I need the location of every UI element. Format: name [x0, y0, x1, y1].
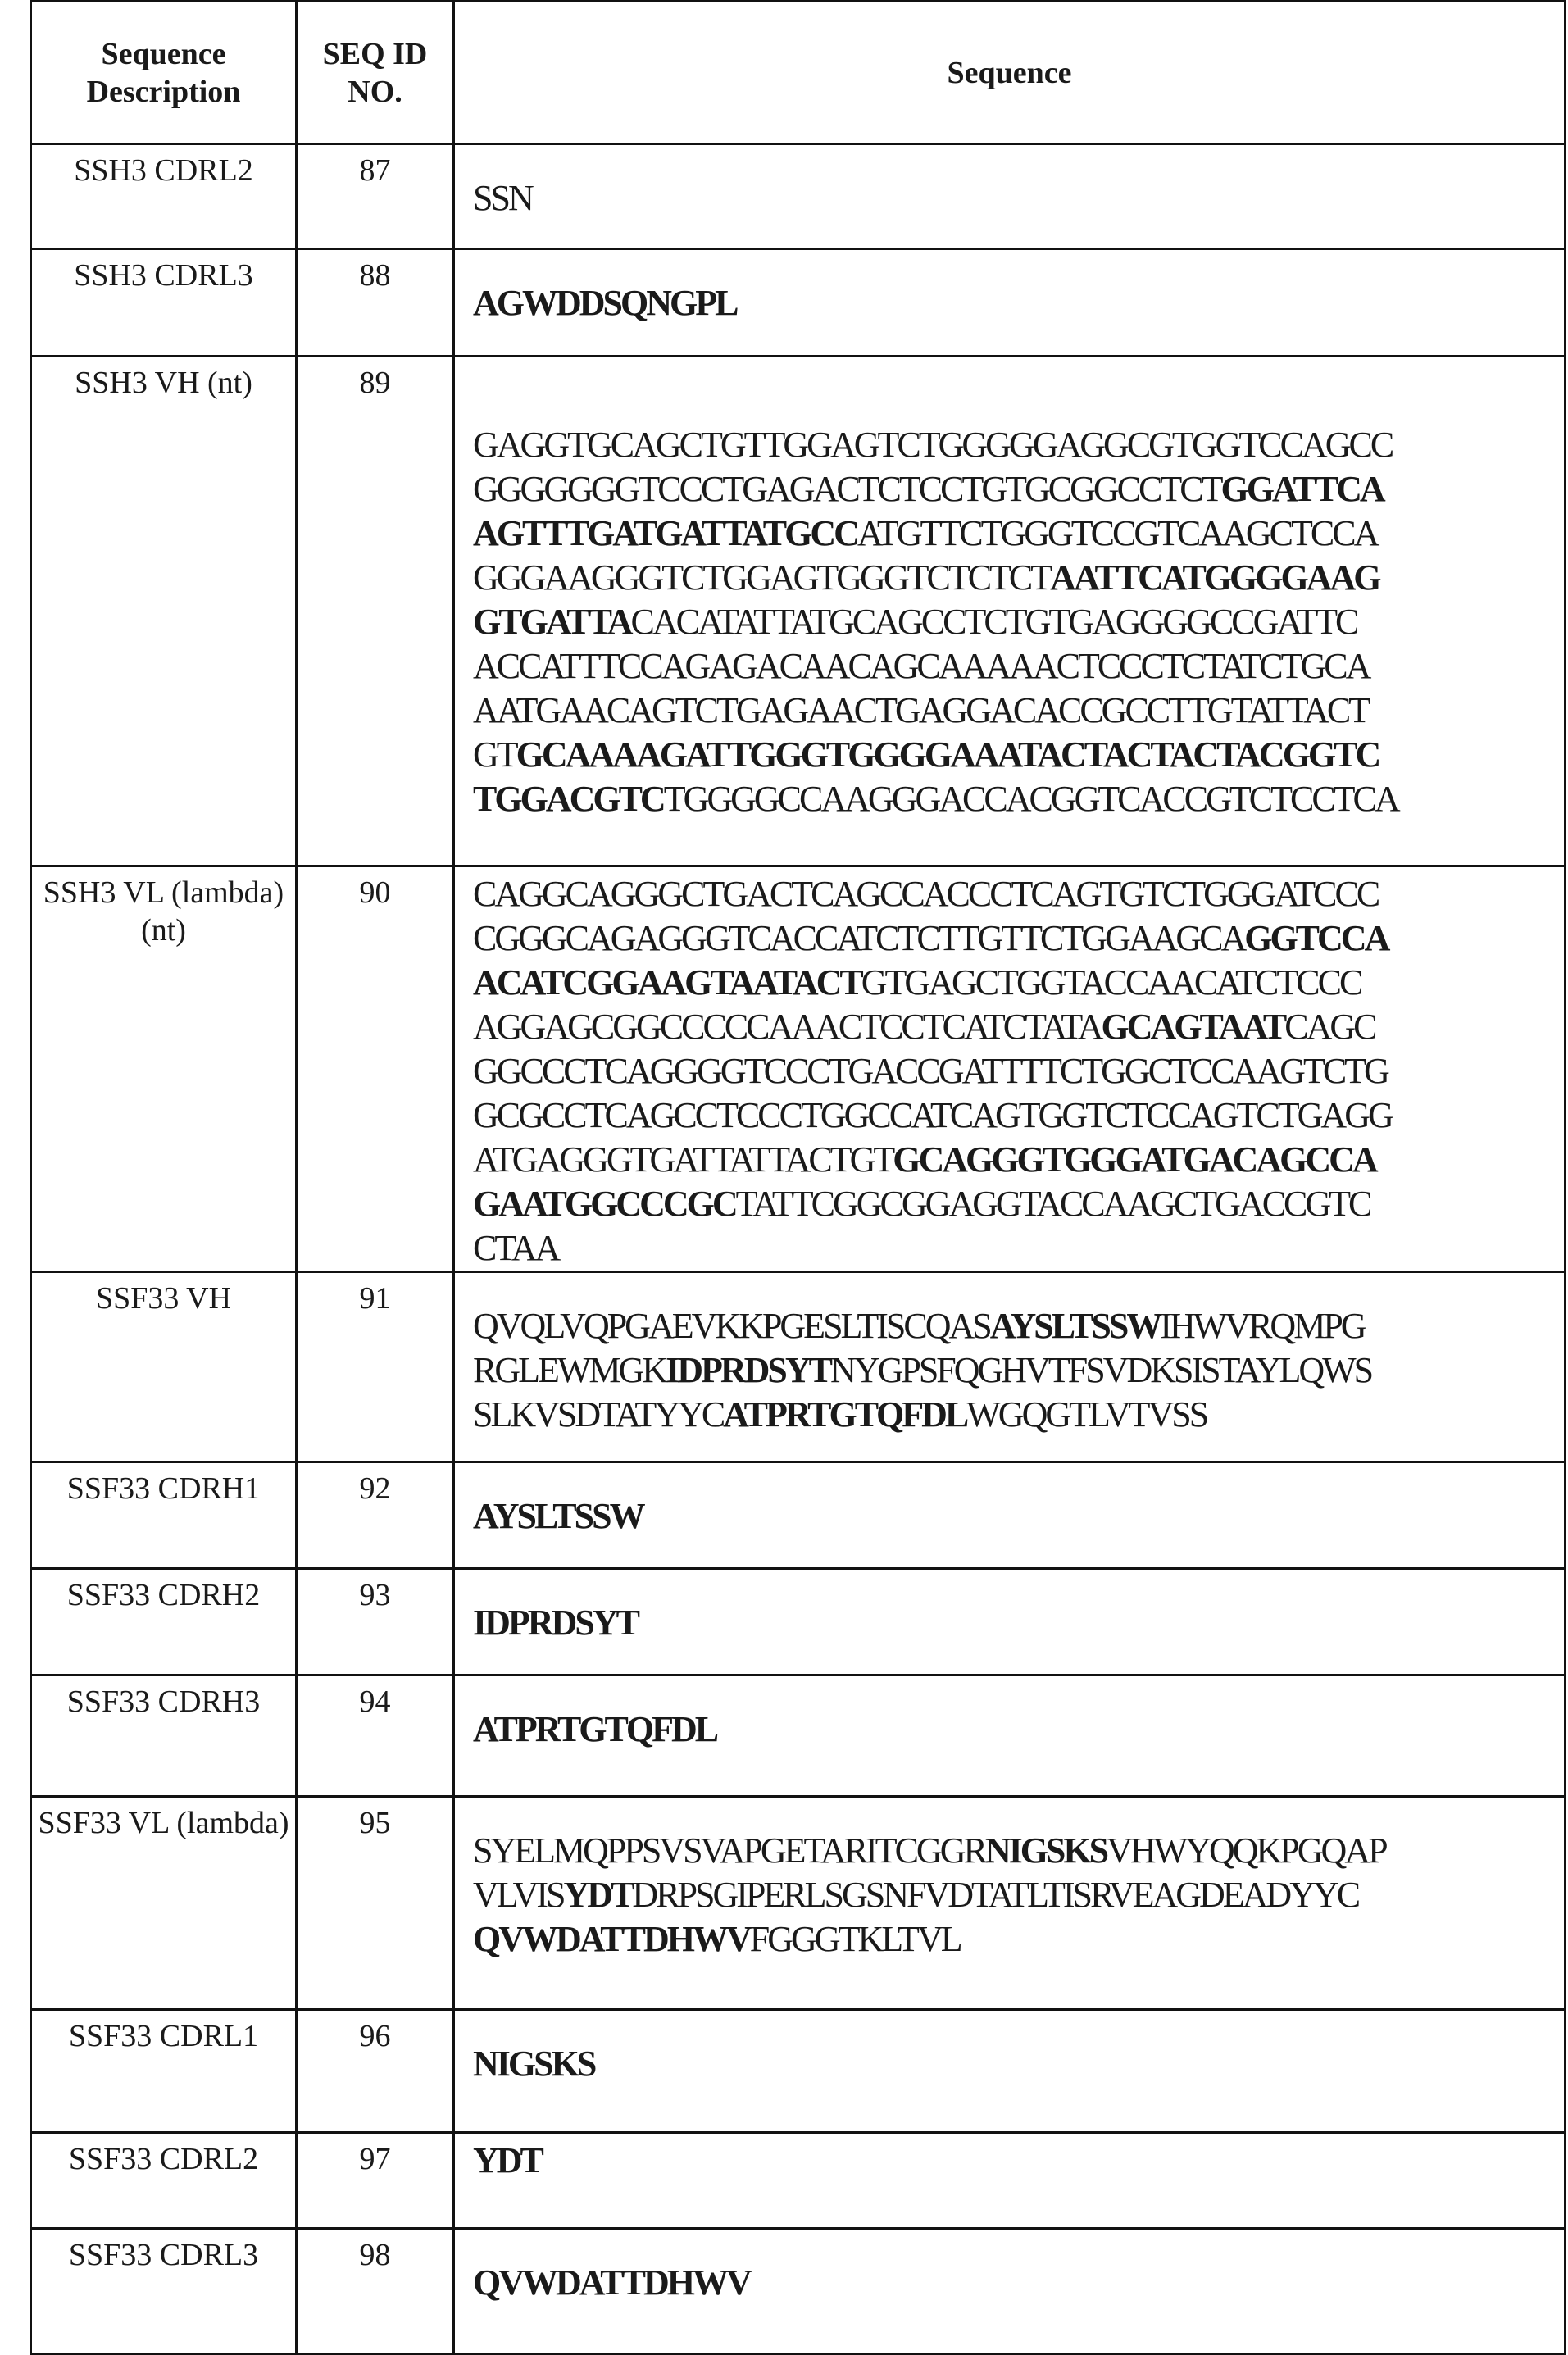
seq-id-number: 95 — [297, 1797, 454, 2010]
sequence-cell — [454, 866, 1566, 1272]
sequence-segment: GGCCCTCAGGGGTCCCTGACCGATTTTCTGGCTCCAAGTCTG — [473, 1051, 1388, 1091]
table-row — [31, 2133, 1566, 2229]
sequence-line — [473, 1304, 1564, 1348]
sequence-segment: TATTCGGCGGAGGTACCAAGCTGACCGTC — [736, 1184, 1370, 1224]
cdr-segment: ATPRTGTQFDL — [723, 1394, 966, 1434]
sequence-segment: SLKVSDTATYYC — [473, 1394, 723, 1434]
sequence-line — [473, 1226, 1564, 1271]
sequence-segment: CAGGCAGGGCTGACTCAGCCACCCTCAGTGTCTGGGATCCC — [473, 874, 1378, 914]
table-row — [31, 866, 1566, 1272]
table-row — [31, 1675, 1566, 1797]
sequence-segment: GTGAGCTGGTACCAACATCTCCC — [861, 962, 1361, 1002]
cdr-segment: YDT — [564, 1875, 633, 1915]
sequence-line — [473, 556, 1564, 600]
sequence-cell — [454, 1569, 1566, 1675]
sequence-cell — [454, 144, 1566, 249]
table-row — [31, 1272, 1566, 1462]
cdr-segment: NIGSKS — [985, 1830, 1107, 1871]
sequence-segment: CTAA — [473, 1228, 558, 1268]
sequence-line — [473, 423, 1564, 467]
header-sequence: Sequence — [454, 2, 1566, 144]
sequence-description: SSF33 CDRH3 — [31, 1675, 297, 1797]
sequence-description: SSH3 VH (nt) — [31, 357, 297, 866]
sequence-line — [473, 733, 1564, 777]
cdr-segment: IDPRDSYT — [666, 1350, 830, 1390]
table-row — [31, 2229, 1566, 2354]
seq-id-number: 93 — [297, 1569, 454, 1675]
sequence-segment: CACATATTATGCAGCCTCTGTGAGGGGCCGATTC — [631, 602, 1357, 642]
sequence-segment: GGGAAGGGTCTGGAGTGGGTCTCTCT — [473, 557, 1050, 598]
sequence-line — [473, 916, 1564, 961]
cdr-segment: AATTCATGGGGAAG — [1050, 557, 1379, 598]
sequence-cell — [454, 1797, 1566, 2010]
sequence-segment: QVQLVQPGAEVKKPGESLTISCQAS — [473, 1306, 990, 1346]
seq-id-number: 94 — [297, 1675, 454, 1797]
sequence-description: SSF33 CDRL1 — [31, 2010, 297, 2133]
header-description: Sequence Description — [31, 2, 297, 144]
cdr-segment: IDPRDSYT — [473, 1603, 638, 1643]
sequence-line — [473, 689, 1564, 733]
cdr-segment: QVWDATTDHWV — [473, 2262, 750, 2303]
cdr-segment: GCAGTAAT — [1102, 1007, 1285, 1047]
sequence-line — [473, 1049, 1564, 1093]
sequence-line — [473, 1348, 1564, 1393]
sequence-segment: TGGGGCCAAGGGACCACGGTCACCGTCTCCTCA — [664, 779, 1398, 819]
sequence-description: SSF33 VL (lambda) — [31, 1797, 297, 2010]
sequence-description: SSH3 VL (lambda) (nt) — [31, 866, 297, 1272]
cdr-segment: GGATTCA — [1220, 469, 1383, 509]
table-row — [31, 1569, 1566, 1675]
sequence-segment: NYGPSFQGHVTFSVDKSISTAYLQWS — [830, 1350, 1371, 1390]
sequence-segment: VHWYQQKPGQAP — [1107, 1830, 1385, 1871]
sequence-description: SSF33 VH — [31, 1272, 297, 1462]
sequence-line — [473, 511, 1564, 556]
cdr-segment: AYSLTSSW — [473, 1496, 643, 1536]
sequence-cell — [454, 2229, 1566, 2354]
table-row — [31, 249, 1566, 357]
sequence-segment: AGGAGCGGCCCCCAAACTCCTCATCTATA — [473, 1007, 1102, 1047]
sequence-segment: ATGAGGGTGATTATTACTGT — [473, 1139, 893, 1180]
sequence-cell — [454, 2133, 1566, 2229]
sequence-line — [473, 1707, 1564, 1752]
sequence-cell — [454, 357, 1566, 866]
cdr-segment: AYSLTSSW — [990, 1306, 1161, 1346]
cdr-segment: ATPRTGTQFDL — [473, 1709, 716, 1749]
sequence-line — [473, 1182, 1564, 1226]
cdr-segment: GAATGGCCCGC — [473, 1184, 736, 1224]
sequence-description: SSF33 CDRL2 — [31, 2133, 297, 2229]
sequence-cell — [454, 249, 1566, 357]
sequence-segment: GCGCCTCAGCCTCCCTGGCCATCAGTGGTCTCCAGTCTGAGG — [473, 1095, 1392, 1135]
sequence-line — [473, 1917, 1564, 1962]
sequence-line — [473, 2261, 1564, 2305]
cdr-segment: AGWDDSQNGPL — [473, 283, 736, 323]
sequence-line — [473, 2042, 1564, 2086]
sequence-segment: GAGGTGCAGCTGTTGGAGTCTGGGGGAGGCGTGGTCCAGCC — [473, 425, 1392, 465]
sequence-segment: AATGAACAGTCTGAGAACTGAGGACACCGCCTTGTATTACT — [473, 690, 1368, 730]
seq-id-number: 96 — [297, 2010, 454, 2133]
sequence-line — [473, 961, 1564, 1005]
sequence-description: SSF33 CDRH2 — [31, 1569, 297, 1675]
seq-id-number: 97 — [297, 2133, 454, 2229]
sequence-line — [473, 1873, 1564, 1917]
sequence-segment: SYELMQPPSVSVAPGETARITCGGR — [473, 1830, 985, 1871]
seq-id-number: 90 — [297, 866, 454, 1272]
cdr-segment: YDT — [473, 2140, 542, 2180]
header-seq-id: SEQ ID NO. — [297, 2, 454, 144]
sequence-segment: SSN — [473, 178, 532, 218]
sequence-segment: FGGGTKLTVL — [750, 1919, 961, 1959]
sequence-line — [473, 1393, 1564, 1437]
table-row — [31, 357, 1566, 866]
sequence-table — [30, 0, 1566, 2355]
sequence-segment: CGGGCAGAGGGTCACCATCTCTTGTTCTGGAAGCA — [473, 918, 1244, 958]
cdr-segment: NIGSKS — [473, 2044, 594, 2084]
sequence-segment: CAGC — [1284, 1007, 1375, 1047]
sequence-cell — [454, 1462, 1566, 1569]
sequence-line — [473, 1829, 1564, 1873]
sequence-description: SSH3 CDRL3 — [31, 249, 297, 357]
cdr-segment: AGTTTGATGATTATGCC — [473, 513, 857, 553]
cdr-segment: ACATCGGAAGTAATACT — [473, 962, 861, 1002]
sequence-segment: DRPSGIPERLSGSNFVDTATLTISRVEAGDEADYYC — [632, 1875, 1358, 1915]
sequence-segment: VLVIS — [473, 1875, 564, 1915]
sequence-line — [473, 1601, 1564, 1645]
table-row — [31, 2010, 1566, 2133]
seq-id-number: 89 — [297, 357, 454, 866]
sequence-cell — [454, 1675, 1566, 1797]
sequence-description: SSH3 CDRL2 — [31, 144, 297, 249]
sequence-segment: ACCATTTCCAGAGACAACAGCAAAAACTCCCTCTATCTGCA — [473, 646, 1369, 686]
sequence-line — [473, 2139, 1564, 2183]
sequence-description: SSF33 CDRH1 — [31, 1462, 297, 1569]
seq-id-number: 87 — [297, 144, 454, 249]
sequence-cell — [454, 2010, 1566, 2133]
sequence-segment: ATGTTCTGGGTCCGTCAAGCTCCA — [857, 513, 1377, 553]
sequence-line — [473, 644, 1564, 689]
sequence-segment: RGLEWMGK — [473, 1350, 666, 1390]
cdr-segment: GCAGGGTGGGATGACAGCCA — [893, 1139, 1375, 1180]
seq-id-number: 91 — [297, 1272, 454, 1462]
table-row — [31, 1462, 1566, 1569]
table-row — [31, 144, 1566, 249]
cdr-segment: GCAAAAGATTGGGTGGGGAAATACTACTACTACGGTC — [516, 734, 1379, 775]
sequence-line — [473, 1138, 1564, 1182]
seq-id-number: 98 — [297, 2229, 454, 2354]
sequence-segment: GT — [473, 734, 516, 775]
sequence-line — [473, 872, 1564, 916]
header-row — [31, 2, 1566, 144]
cdr-segment: TGGACGTC — [473, 779, 664, 819]
sequence-line — [473, 176, 1564, 220]
sequence-line — [473, 600, 1564, 644]
seq-id-number: 88 — [297, 249, 454, 357]
sequence-description: SSF33 CDRL3 — [31, 2229, 297, 2354]
sequence-line — [473, 777, 1564, 821]
seq-id-number: 92 — [297, 1462, 454, 1569]
table-row — [31, 1797, 1566, 2010]
sequence-line — [473, 1005, 1564, 1049]
sequence-line — [473, 1494, 1564, 1539]
sequence-cell — [454, 1272, 1566, 1462]
sequence-line — [473, 281, 1564, 325]
sequence-segment: IHWVRQMPG — [1160, 1306, 1364, 1346]
cdr-segment: QVWDATTDHWV — [473, 1919, 750, 1959]
sequence-segment: GGGGGGGTCCCTGAGACTCTCCTGTGCGGCCTCT — [473, 469, 1220, 509]
cdr-segment: GGTCCA — [1244, 918, 1388, 958]
sequence-segment: WGQGTLVTVSS — [966, 1394, 1207, 1434]
sequence-line — [473, 1093, 1564, 1138]
sequence-line — [473, 467, 1564, 511]
cdr-segment: GTGATTA — [473, 602, 631, 642]
